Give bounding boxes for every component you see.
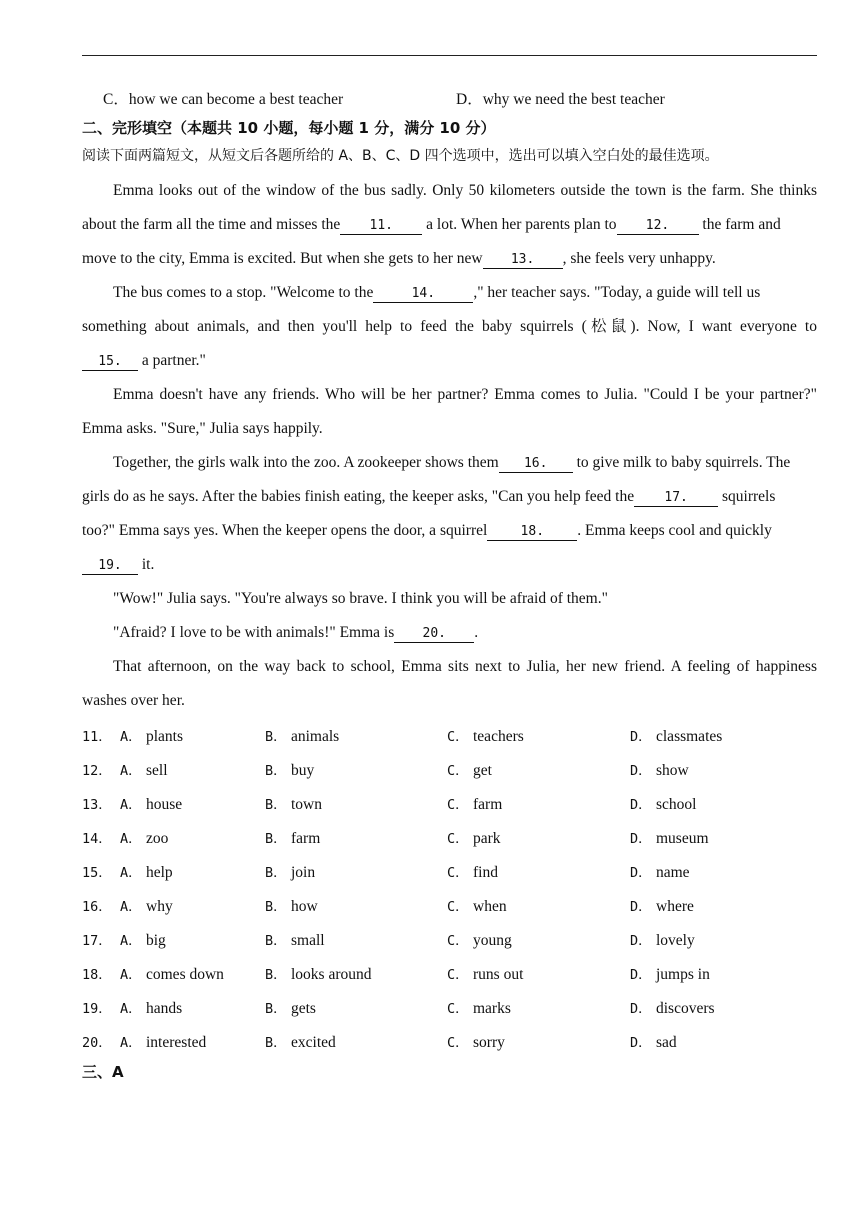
option-letter: D． <box>630 967 652 983</box>
question-16-option-c[interactable] <box>447 897 507 917</box>
question-14-option-c[interactable] <box>447 829 501 849</box>
question-11-option-d[interactable] <box>630 727 722 747</box>
option-text: classmates <box>656 728 723 745</box>
question-number: 19． <box>82 1001 112 1017</box>
section2-instruction: 阅读下面两篇短文，从短文后各题所给的 A、B、C、D 四个选项中，选出可以填入空白处的最佳选项。 <box>82 148 719 164</box>
question-12-option-d[interactable] <box>630 761 689 781</box>
section2-heading: 二、完形填空（本题共 10 小题，每小题 1 分，满分 10 分） <box>82 119 496 137</box>
option-letter: B． <box>265 1001 287 1017</box>
header-rule <box>82 55 817 56</box>
option-letter: B． <box>265 899 287 915</box>
question-20-option-c[interactable] <box>447 1033 505 1053</box>
option-letter: A． <box>120 1001 142 1017</box>
blank-16[interactable]: 16. <box>499 455 573 473</box>
p2-line3: 15. a partner." <box>82 351 817 371</box>
question-18-option-b[interactable] <box>265 965 372 985</box>
question-16-option-a[interactable] <box>82 897 173 917</box>
question-18-option-d[interactable] <box>630 965 710 985</box>
option-text: farm <box>291 830 321 847</box>
option-letter: C． <box>447 1035 469 1051</box>
option-text: big <box>146 932 166 949</box>
question-13-option-c[interactable] <box>447 795 502 815</box>
option-text: runs out <box>473 966 524 983</box>
option-letter: A． <box>120 865 142 881</box>
blank-19[interactable]: 19. <box>82 557 138 575</box>
option-letter: D． <box>630 763 652 779</box>
blank-13[interactable]: 13. <box>483 251 563 269</box>
question-17-option-c[interactable] <box>447 931 512 951</box>
option-letter: B． <box>265 831 287 847</box>
question-17-option-d[interactable] <box>630 931 695 951</box>
option-letter: A． <box>120 831 142 847</box>
question-12-option-b[interactable] <box>265 761 314 781</box>
p3-line2: Emma asks. "Sure," Julia says happily. <box>82 420 323 437</box>
question-14-option-a[interactable] <box>82 829 168 849</box>
option-text: young <box>473 932 512 949</box>
p4-line4: 19. it. <box>82 555 817 575</box>
prev-option-c: C．how we can become a best teacher <box>103 91 344 108</box>
question-number: 15． <box>82 865 112 881</box>
question-number: 14． <box>82 831 112 847</box>
question-18-option-a[interactable] <box>82 965 224 985</box>
option-letter: B． <box>265 763 287 779</box>
question-15-option-b[interactable] <box>265 863 315 883</box>
question-18-option-c[interactable] <box>447 965 523 985</box>
option-text: find <box>473 864 498 881</box>
option-letter: B． <box>265 1035 287 1051</box>
option-letter: D． <box>630 865 652 881</box>
question-16-option-d[interactable] <box>630 897 694 917</box>
question-19-option-a[interactable] <box>82 999 182 1019</box>
question-number: 20． <box>82 1035 112 1051</box>
option-text: name <box>656 864 690 881</box>
option-text: show <box>656 762 689 779</box>
question-number: 12． <box>82 763 112 779</box>
option-text: plants <box>146 728 184 745</box>
p7-line1: That afternoon, on the way back to school, Emma sits next to Julia, her new friend. A feeling of happiness <box>113 658 817 675</box>
prev-option-d: D．why we need the best teacher <box>456 91 665 108</box>
question-number: 18． <box>82 967 112 983</box>
option-letter: C． <box>447 967 469 983</box>
option-text: marks <box>473 1000 511 1017</box>
question-20-option-a[interactable] <box>82 1033 206 1053</box>
option-text: where <box>656 898 694 915</box>
p4-line3: too?" Emma says yes. When the keeper opens the door, a squirrel 18. . Emma keeps cool and quickly <box>82 522 772 539</box>
question-11-option-a[interactable] <box>82 727 183 747</box>
option-letter: B． <box>265 797 287 813</box>
option-letter: D． <box>630 933 652 949</box>
blank-17[interactable]: 17. <box>634 489 718 507</box>
option-letter: C． <box>447 1001 469 1017</box>
blank-15[interactable]: 15. <box>82 353 138 371</box>
option-text: comes down <box>146 966 224 983</box>
question-19-option-b[interactable] <box>265 999 316 1019</box>
p3-line1: Emma doesn't have any friends. Who will be her partner? Emma comes to Julia. "Could I be your partner?" <box>113 386 817 403</box>
question-19-option-c[interactable] <box>447 999 511 1019</box>
p2-line1: The bus comes to a stop. "Welcome to the 14. ," her teacher says. "Today, a guide will tell us <box>113 284 761 301</box>
question-11-option-c[interactable] <box>447 727 524 747</box>
option-text: how <box>291 898 318 915</box>
question-number: 13． <box>82 797 112 813</box>
question-20-option-b[interactable] <box>265 1033 336 1053</box>
p2-line2: something about animals, and then you'll help to feed the baby squirrels (松鼠). Now, I want everyone to <box>82 318 817 335</box>
option-text: jumps in <box>656 966 710 983</box>
option-letter: D． <box>630 831 652 847</box>
option-text: sell <box>146 762 168 779</box>
option-text: buy <box>291 762 315 779</box>
question-13-option-d[interactable] <box>630 795 696 815</box>
option-letter: A． <box>120 797 142 813</box>
option-text: farm <box>473 796 503 813</box>
question-13-option-b[interactable] <box>265 795 322 815</box>
question-11-option-b[interactable] <box>265 727 339 747</box>
option-letter: D． <box>630 797 652 813</box>
option-letter: C． <box>447 763 469 779</box>
blank-11[interactable]: 11. <box>340 217 422 235</box>
question-12-option-c[interactable] <box>447 761 492 781</box>
option-text: park <box>473 830 501 847</box>
p1-line3: move to the city, Emma is excited. But when she gets to her new 13. , she feels very unhappy. <box>82 250 716 267</box>
option-letter: C． <box>447 865 469 881</box>
option-text: get <box>473 762 492 779</box>
option-text: teachers <box>473 728 524 745</box>
option-text: when <box>473 898 507 915</box>
option-text: looks around <box>291 966 372 983</box>
question-12-option-a[interactable] <box>82 761 168 781</box>
section3-heading: 三、A <box>82 1063 124 1081</box>
option-letter: D． <box>630 1035 652 1051</box>
p1-line2: about the farm all the time and misses the 11. a lot. When her parents plan to 12. the farm and <box>82 216 781 233</box>
question-number: 11． <box>82 729 112 745</box>
option-text: sorry <box>473 1034 505 1051</box>
question-17-option-b[interactable] <box>265 931 325 951</box>
question-number: 16． <box>82 899 112 915</box>
p1-line1: Emma looks out of the window of the bus sadly. Only 50 kilometers outside the town is the farm. She thinks <box>113 182 817 199</box>
blank-12[interactable]: 12. <box>617 217 699 235</box>
question-16-option-b[interactable] <box>265 897 318 917</box>
option-letter: A． <box>120 933 142 949</box>
option-letter: A． <box>120 729 142 745</box>
option-letter: C． <box>447 899 469 915</box>
p6-line: "Afraid? I love to be with animals!" Emma is 20. . <box>113 624 479 641</box>
option-letter: D． <box>630 899 652 915</box>
blank-20[interactable]: 20. <box>394 625 474 643</box>
option-letter: C． <box>447 729 469 745</box>
option-text: museum <box>656 830 709 847</box>
p4-line2: girls do as he says. After the babies finish eating, the keeper asks, "Can you help feed the 17. squirrels <box>82 488 776 505</box>
option-letter: C． <box>447 797 469 813</box>
option-text: gets <box>291 1000 316 1017</box>
option-text: house <box>146 796 183 813</box>
option-letter: B． <box>265 729 287 745</box>
blank-18[interactable]: 18. <box>487 523 577 541</box>
option-letter: A． <box>120 899 142 915</box>
option-text: why <box>146 898 173 915</box>
question-15-option-a[interactable] <box>82 863 173 883</box>
option-text: animals <box>291 728 340 745</box>
p7-line2: washes over her. <box>82 692 185 709</box>
option-letter: D． <box>630 1001 652 1017</box>
option-text: join <box>291 864 316 881</box>
question-number: 17． <box>82 933 112 949</box>
p5-line: "Wow!" Julia says. "You're always so brave. I think you will be afraid of them." <box>113 590 608 607</box>
option-letter: C． <box>447 933 469 949</box>
option-text: interested <box>146 1034 207 1051</box>
option-text: help <box>146 864 173 881</box>
option-letter: C． <box>447 831 469 847</box>
option-text: lovely <box>656 932 695 949</box>
question-17-option-a[interactable] <box>82 931 166 951</box>
question-19-option-d[interactable] <box>630 999 715 1019</box>
question-14-option-b[interactable] <box>265 829 320 849</box>
option-letter: A． <box>120 1035 142 1051</box>
p4-line1: Together, the girls walk into the zoo. A zookeeper shows them 16. to give milk to baby squirrels. The <box>113 454 791 471</box>
option-letter: B． <box>265 967 287 983</box>
option-text: discovers <box>656 1000 715 1017</box>
option-text: zoo <box>146 830 169 847</box>
blank-14[interactable]: 14. <box>373 285 473 303</box>
question-20-option-d[interactable] <box>630 1033 677 1053</box>
question-15-option-d[interactable] <box>630 863 690 883</box>
option-letter: D． <box>630 729 652 745</box>
question-13-option-a[interactable] <box>82 795 182 815</box>
question-14-option-d[interactable] <box>630 829 709 849</box>
option-letter: A． <box>120 763 142 779</box>
option-text: small <box>291 932 325 949</box>
option-letter: B． <box>265 933 287 949</box>
option-letter: A． <box>120 967 142 983</box>
question-15-option-c[interactable] <box>447 863 498 883</box>
option-text: school <box>656 796 697 813</box>
option-text: sad <box>656 1034 677 1051</box>
option-text: excited <box>291 1034 336 1051</box>
option-letter: B． <box>265 865 287 881</box>
option-text: hands <box>146 1000 183 1017</box>
option-text: town <box>291 796 322 813</box>
